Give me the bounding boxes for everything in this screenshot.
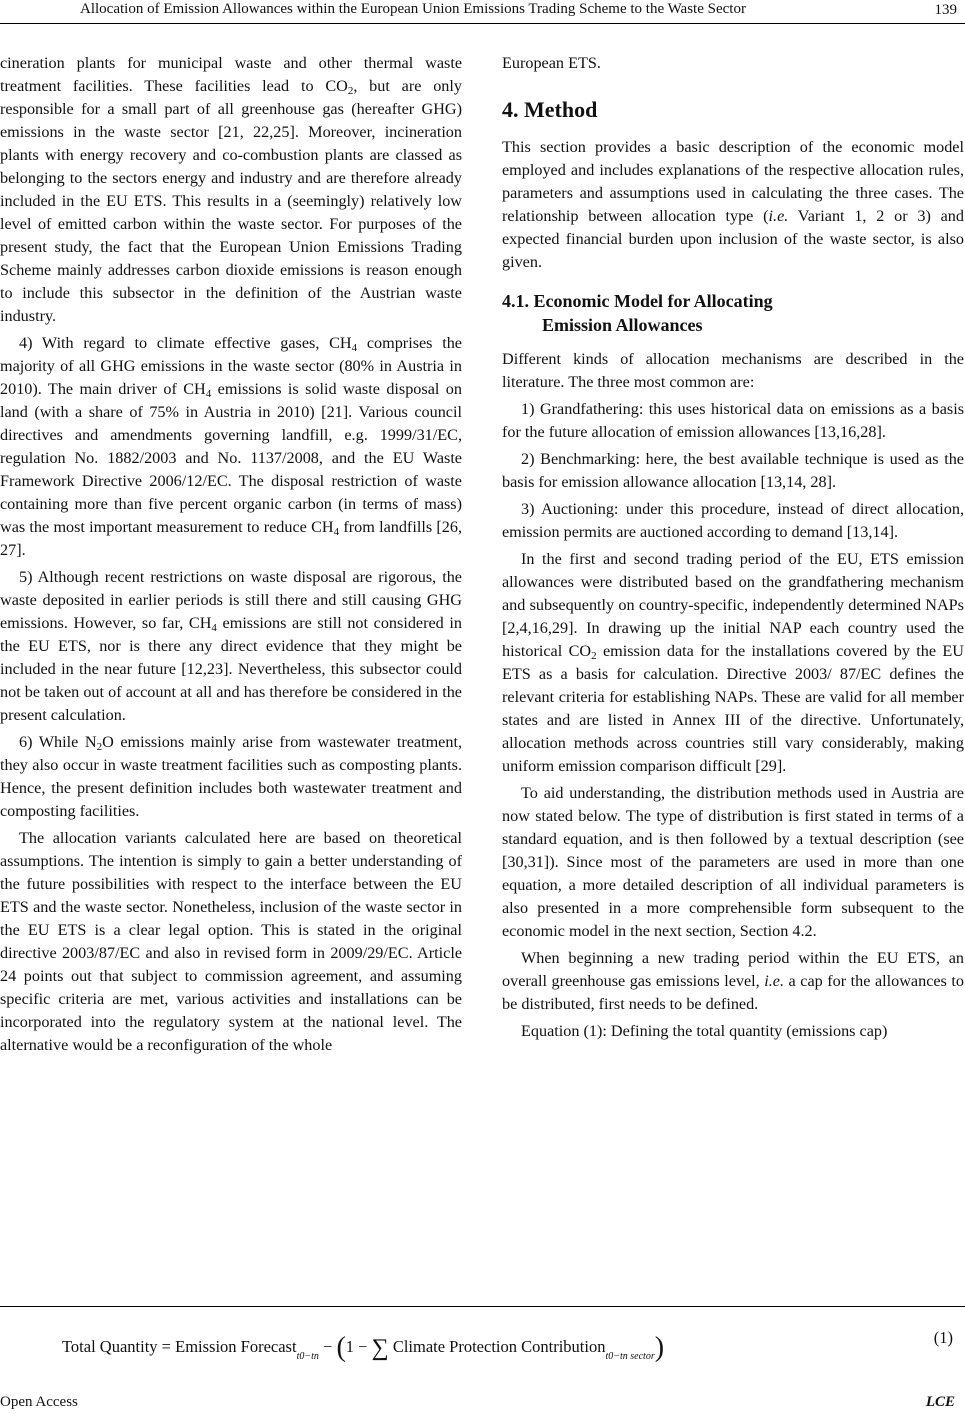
eq-term2: Climate Protection Contribution bbox=[392, 1337, 606, 1356]
left-paragraph-1: cineration plants for municipal waste and other thermal waste treatment facilities. These facilities lead to $CO_2$, but are only responsible for a small part of all greenhouse gas (hereafter GHG) emissions in the waste sector [21, 22,25]. Moreover, incineration plants with energy recovery and co-combustion plants are classed as belonging to the sectors energy and industry and are therefore already included in the EU ETS. This results in a (seemingly) relatively low level of emitted carbon within the waste sector. For purposes of the present study, the fact that the European Union Emissions Trading Scheme mainly addresses carbon dioxide emissions is reason enough to include this subsector in the definition of the Austrian waste industry. bbox=[0, 54, 462, 325]
right-paragraph-8: When beginning a new trading period within the EU ETS, an overall greenhouse gas emissions level, i.e. a cap for the allowances to be distributed, first needs to be defined. bbox=[502, 949, 964, 1013]
eq-close-paren: ) bbox=[654, 1332, 665, 1363]
eq-term1: Emission Forecast bbox=[175, 1337, 297, 1356]
journal-name: LCE bbox=[925, 1394, 955, 1410]
left-paragraph-3: 5) Although recent restrictions on waste disposal are rigorous, the waste deposited in earlier periods is still there and still causing GHG emissions. However, so far, $CH_4$ emissions are still not considered in the EU ETS, nor is there any direct evidence that they might be included in the near future [12,23]. Nevertheless, this subsector could not be taken out of account at all and has therefore be considered in the present calculation. bbox=[0, 568, 462, 724]
right-paragraph-2: Different kinds of allocation mechanisms are described in the literature. The three most common are: bbox=[502, 350, 964, 391]
eq-open-paren: ( bbox=[336, 1332, 346, 1363]
subsection-heading bbox=[502, 289, 964, 337]
right-paragraph-7: To aid understanding, the distribution methods used in Austria are now stated below. The type of distribution is first stated in terms of a standard equation, and is then followed by a textual description (see [30,31]). Since most of the parameters are used in more than one equation, a more detailed description of all individual parameters is also presented in a more comprehensible form subsequent to the economic model in the next section, Section 4.2. bbox=[502, 784, 964, 940]
eq-one: 1 bbox=[345, 1337, 355, 1356]
sigma-icon: ∑ bbox=[371, 1335, 389, 1361]
eq-minus-2: − bbox=[358, 1337, 368, 1356]
eq-term1-sub: t0−tn bbox=[296, 1351, 319, 1362]
eq-term2-sub: t0−tn sector bbox=[605, 1351, 655, 1362]
right-paragraph-6: In the first and second trading period of the EU, ETS emission allowances were distributed based on the grandfathering mechanism and subsequently on country-specific, independently determined NAPs [2,4,16,29]. In drawing up the initial NAP each country used the historical $CO_2$ emission data for the installations covered by the EU ETS as a basis for calculation. Directive 2003/ 87/EC defines the relevant criteria for establishing NAPs. These are valid for all member states and are listed in Annex III of the directive. Unfortunately, allocation methods across countries still vary considerably, making uniform emission comparison difficult [29]. bbox=[502, 550, 964, 775]
subsection-heading-line2: Emission Allowances bbox=[542, 315, 703, 335]
equation-rule bbox=[0, 1306, 965, 1307]
eq-equals: = bbox=[161, 1337, 171, 1356]
left-column bbox=[0, 52, 462, 1057]
running-title: Allocation of Emission Allowances within the European Union Emissions Trading Scheme to the Waste Sector bbox=[80, 1, 746, 17]
right-paragraph-5: 3) Auctioning: under this procedure, instead of direct allocation, emission permits are auctioned according to demand [13,14]. bbox=[502, 500, 964, 541]
section-heading: 4. Method bbox=[502, 97, 598, 122]
equation-body bbox=[62, 1328, 665, 1363]
left-paragraph-5: The allocation variants calculated here are based on theoretical assumptions. The intention is simply to gain a better understanding of the future possibilities with respect to the interface between the EU ETS and the waste sector. Nonetheless, inclusion of the waste sector in the EU ETS is a clear legal option. This is stated in the original directive 2003/87/EC and also in revised form in 2009/29/EC. Article 24 points out that subject to commission agreement, and assuming specific criteria are met, various activities and installations can be incorporated into the regulatory system at the national level. The alternative would be a reconfiguration of the whole bbox=[0, 829, 462, 1054]
equation-1 bbox=[0, 1318, 965, 1363]
running-header bbox=[0, 0, 965, 22]
page-number: 139 bbox=[934, 2, 957, 18]
right-paragraph-1: This section provides a basic description of the economic model employed and includes explanations of the respective allocation rules, parameters and assumptions used in calculating the three cases. The relationship between allocation type (i.e. Variant 1, 2 or 3) and expected financial burden upon inclusion of the waste sector, is also given. bbox=[502, 138, 964, 271]
header-rule bbox=[0, 23, 965, 24]
right-paragraph-0: European ETS. bbox=[502, 54, 601, 72]
right-column bbox=[502, 52, 964, 1043]
right-paragraph-9: Equation (1): Defining the total quantity (emissions cap) bbox=[521, 1022, 888, 1040]
left-paragraph-2: 4) With regard to climate effective gases, $CH_4$ comprises the majority of all GHG emissions in the waste sector (80% in Austria in 2010). The main driver of $CH_4$ emissions is solid waste disposal on land (with a share of 75% in Austria in 2010) [21]. Various council directives and amendments governing landfill, e.g. 1999/31/EC, regulation No. 1882/2003 and No. 1137/2008, and the EU Waste Framework Directive 2006/12/EC. The disposal restriction of waste containing more than five percent organic carbon (in terms of mass) was the most important measurement to reduce $CH_4$ from landfills [26, 27]. bbox=[0, 334, 462, 559]
right-paragraph-3: 1) Grandfathering: this uses historical data on emissions as a basis for the future allocation of emission allowances [13,16,28]. bbox=[502, 400, 964, 441]
equation-number: (1) bbox=[933, 1328, 953, 1347]
eq-minus: − bbox=[323, 1337, 333, 1356]
eq-lhs: Total Quantity bbox=[62, 1337, 158, 1356]
subsection-heading-line1: 4.1. Economic Model for Allocating bbox=[502, 291, 773, 311]
right-paragraph-4: 2) Benchmarking: here, the best available technique is used as the basis for emission allowance allocation [13,14, 28]. bbox=[502, 450, 964, 491]
open-access-label: Open Access bbox=[0, 1394, 78, 1410]
left-paragraph-4: 6) While $N_2O$ emissions mainly arise from wastewater treatment, they also occur in waste treatment facilities such as composting plants. Hence, the present definition includes both wastewater treatment and composting facilities. bbox=[0, 733, 462, 820]
